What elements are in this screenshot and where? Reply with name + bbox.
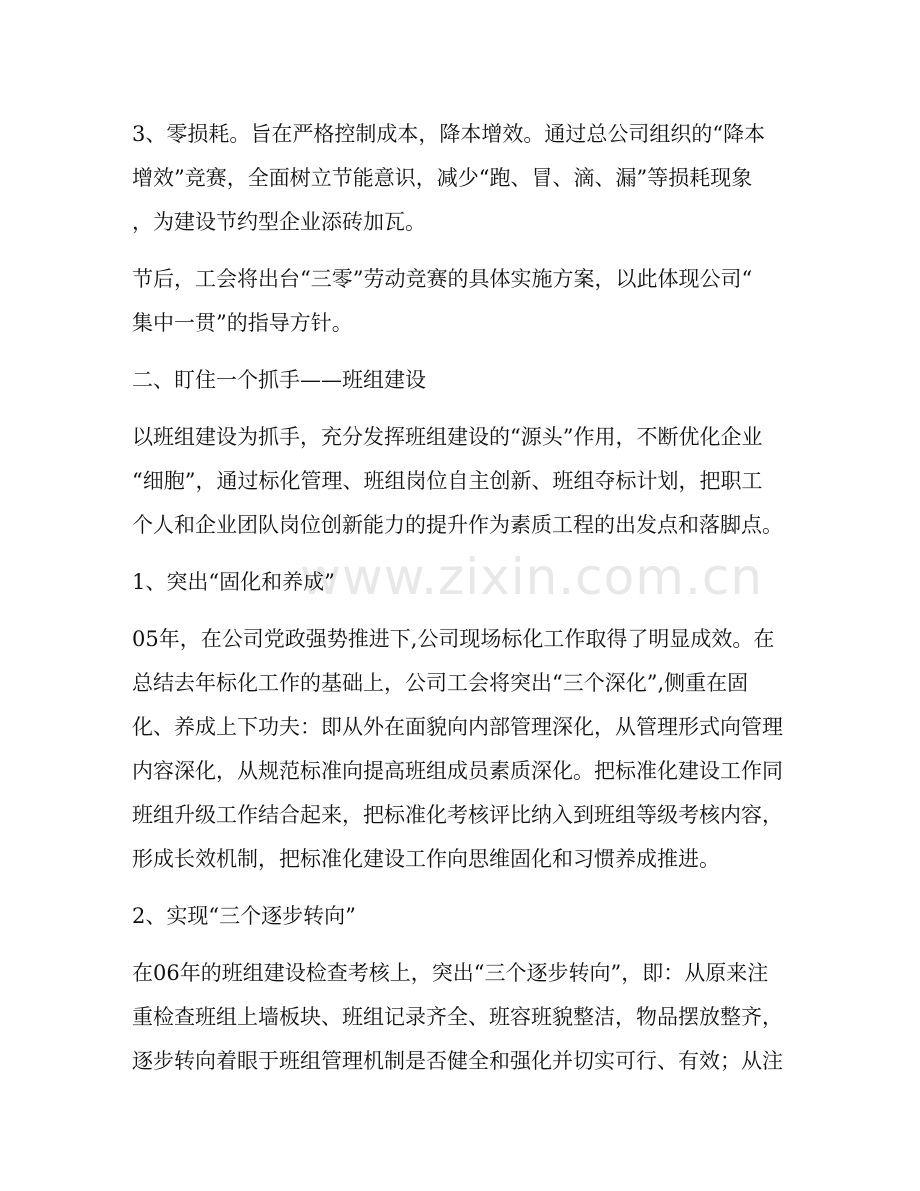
text-line: ，为建设节约型企业添砖加瓦。 [132, 210, 426, 234]
text-line: 05年，在公司党政强势推进下,公司现场标化工作取得了明显成效。在 [132, 627, 775, 651]
watermark: www.zixin.com.cn [300, 548, 764, 606]
text-line: 化、养成上下功夫：即从外在面貌向内部管理深化，从管理形式向管理 [132, 715, 783, 739]
paragraph [132, 112, 792, 244]
text-line: 3、零损耗。旨在严格控制成本，降本增效。通过总公司组织的“降本 [132, 122, 766, 146]
text-line: 内容深化，从规范标准向提高班组成员素质深化。把标准化建设工作同 [132, 759, 783, 783]
paragraph [132, 415, 792, 547]
paragraph [132, 617, 792, 881]
text-line: 增效”竞赛，全面树立节能意识，减少“跑、冒、滴、漏”等损耗现象 [132, 166, 753, 190]
text-line: 形成长效机制，把标准化建设工作向思维固化和习惯养成推进。 [132, 847, 720, 871]
paragraph [132, 951, 792, 1083]
text-line: 以班组建设为抓手，充分发挥班组建设的“源头”作用，不断优化企业 [132, 425, 763, 449]
text-line: 1、突出“固化和养成” [132, 570, 335, 594]
text-line: 节后，工会将出台“三零”劳动竞赛的具体实施方案，以此体现公司“ [132, 267, 753, 291]
text-line: 逐步转向着眼于班组管理机制是否健全和强化并切实可行、有效；从注 [132, 1049, 783, 1073]
paragraph [132, 560, 792, 604]
text-line: “细胞”，通过标化管理、班组岗位自主创新、班组夺标计划，把职工 [132, 469, 763, 493]
text-line: 个人和企业团队岗位创新能力的提升作为素质工程的出发点和落脚点。 [132, 513, 783, 537]
paragraph [132, 358, 792, 402]
paragraph [132, 894, 792, 938]
text-line: 2、实现“三个逐步转向” [132, 904, 356, 928]
document-body [132, 112, 792, 1096]
text-line: 在06年的班组建设检查考核上，突出“三个逐步转向”，即：从原来注 [132, 961, 769, 985]
text-line: 总结去年标化工作的基础上，公司工会将突出“三个深化”,侧重在固 [132, 671, 749, 695]
text-line: 二、盯住一个抓手——班组建设 [132, 368, 426, 392]
text-line: 重检查班组上墙板块、班组记录齐全、班容班貌整洁，物品摆放整齐， [132, 1005, 783, 1029]
text-line: 班组升级工作结合起来，把标准化考核评比纳入到班组等级考核内容， [132, 803, 783, 827]
text-line: 集中一贯”的指导方针。 [132, 311, 353, 335]
paragraph [132, 257, 792, 345]
